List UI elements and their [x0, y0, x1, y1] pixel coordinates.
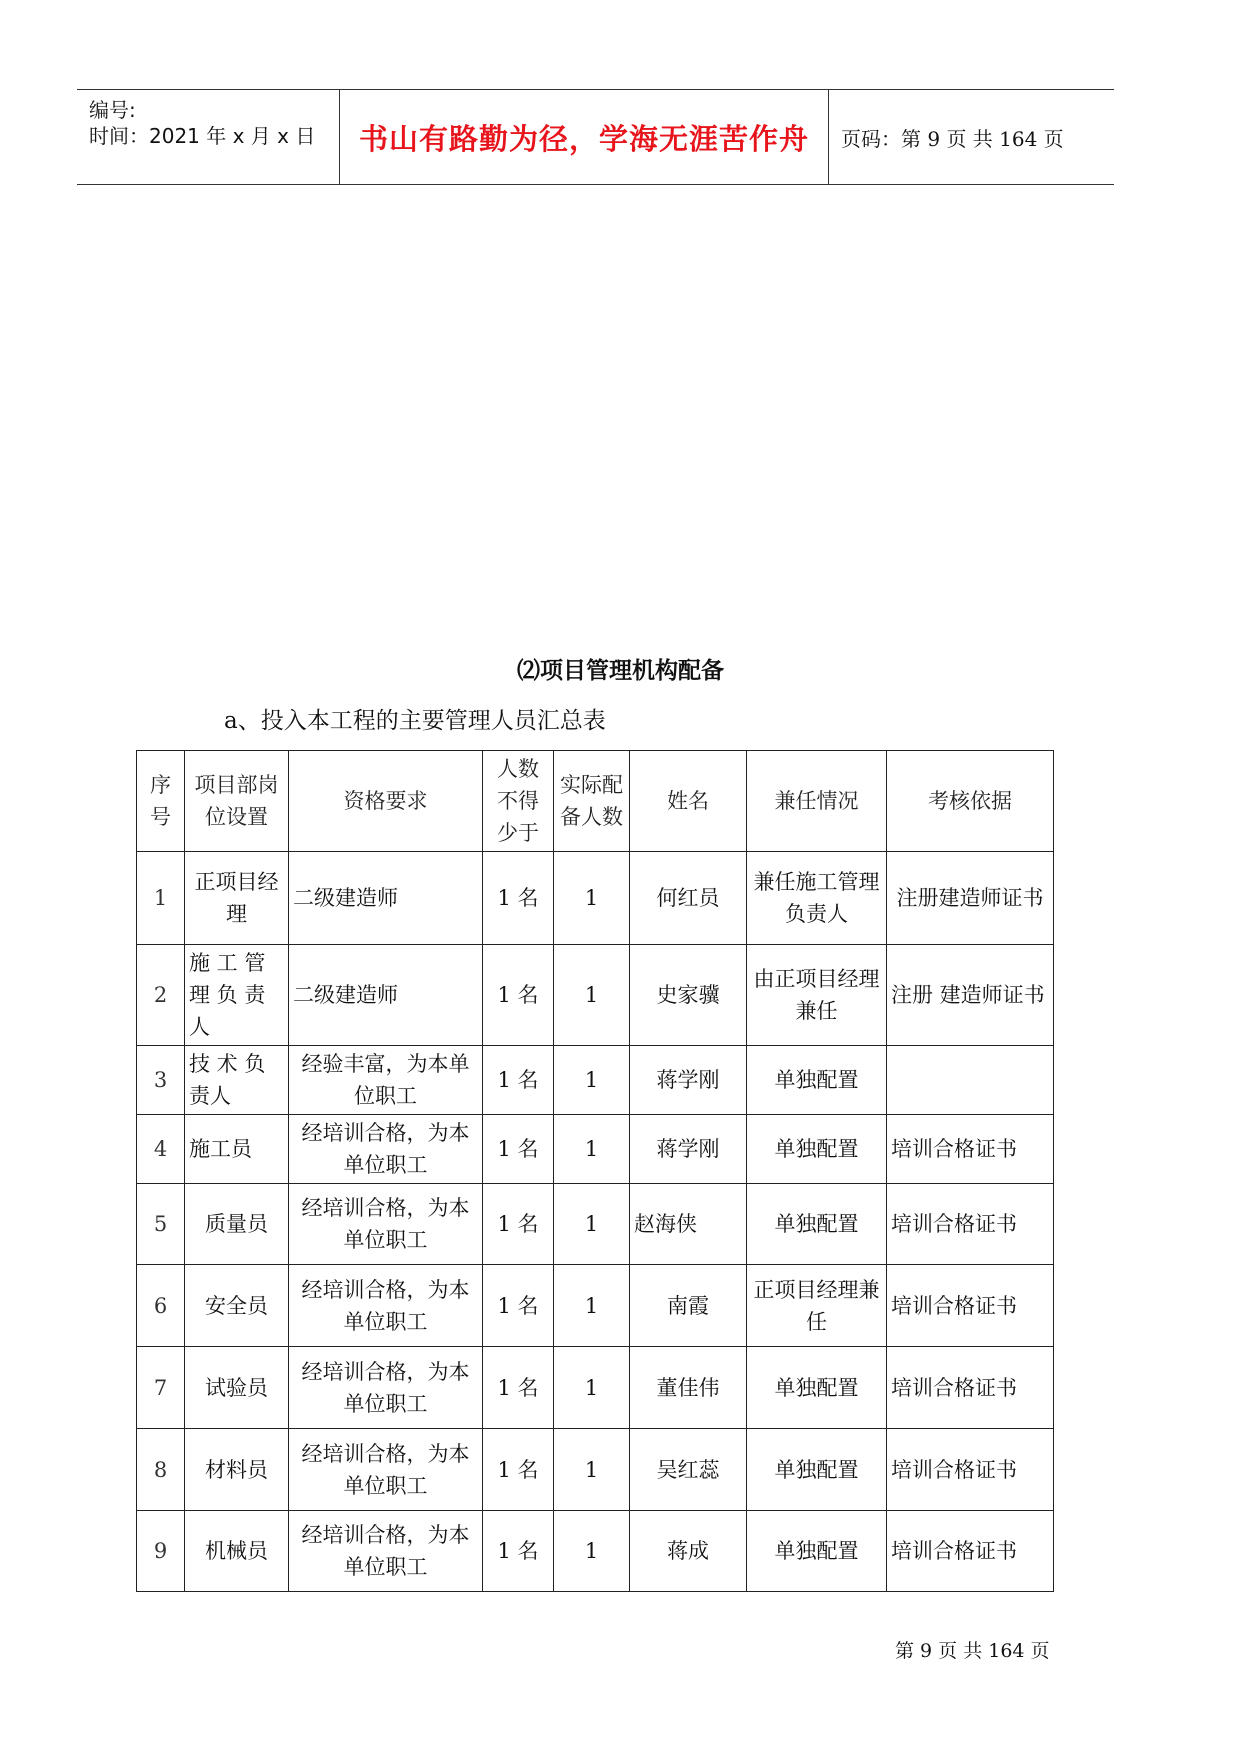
number-label: 编号:: [89, 98, 136, 122]
header-cell: 兼任情况: [747, 751, 887, 852]
cell-name: 何红员: [630, 852, 747, 945]
cell-qualification: 经培训合格，为本单位职工: [289, 1347, 483, 1429]
time-label: 时间：2021 年 x 月 x 日: [89, 124, 316, 148]
cell-position: 试验员: [185, 1347, 289, 1429]
cell-basis: [887, 1046, 1054, 1115]
table-row: [137, 1265, 1054, 1347]
table-row: [137, 852, 1054, 945]
cell-min-count: 1 名: [483, 1511, 554, 1592]
cell-index: 4: [137, 1115, 185, 1184]
motto: 书山有路勤为径，学海无涯苦作舟: [358, 121, 809, 156]
cell-index: 5: [137, 1184, 185, 1265]
cell-name: 蒋成: [630, 1511, 747, 1592]
cell-actual-count: 1: [554, 945, 630, 1046]
cell-qualification: 二级建造师: [289, 852, 483, 945]
cell-qualification: 经培训合格，为本单位职工: [289, 1265, 483, 1347]
cell-actual-count: 1: [554, 852, 630, 945]
cell-concurrent: 兼任施工管理负责人: [747, 852, 887, 945]
cell-position: 机械员: [185, 1511, 289, 1592]
cell-position: 施工员: [185, 1115, 289, 1184]
cell-position: 正项目经理: [185, 852, 289, 945]
cell-concurrent: 单独配置: [747, 1347, 887, 1429]
header-motto-cell: [340, 90, 829, 184]
cell-index: 1: [137, 852, 185, 945]
cell-min-count: 1 名: [483, 1046, 554, 1115]
cell-qualification: 经培训合格，为本单位职工: [289, 1115, 483, 1184]
header-cell: 实际配备人数: [554, 751, 630, 852]
header-cell: 序号: [137, 751, 185, 852]
header-cell: 项目部岗位设置: [185, 751, 289, 852]
header-meta: [77, 90, 340, 184]
cell-name: 史家骥: [630, 945, 747, 1046]
cell-basis: 注册 建造师证书: [887, 945, 1054, 1046]
cell-position: 质量员: [185, 1184, 289, 1265]
table-row: [137, 945, 1054, 1046]
header-cell: 考核依据: [887, 751, 1054, 852]
cell-min-count: 1 名: [483, 1265, 554, 1347]
cell-basis: 注册建造师证书: [887, 852, 1054, 945]
page-footer: 第 9 页 共 164 页: [895, 1640, 1050, 1662]
cell-index: 8: [137, 1429, 185, 1511]
cell-basis: 培训合格证书: [887, 1265, 1054, 1347]
table-row: [137, 1046, 1054, 1115]
cell-basis: 培训合格证书: [887, 1115, 1054, 1184]
cell-name: 赵海侠: [630, 1184, 747, 1265]
header-cell: 资格要求: [289, 751, 483, 852]
cell-position: 安全员: [185, 1265, 289, 1347]
cell-actual-count: 1: [554, 1184, 630, 1265]
table-row: [137, 1511, 1054, 1592]
cell-basis: 培训合格证书: [887, 1429, 1054, 1511]
cell-index: 2: [137, 945, 185, 1046]
cell-actual-count: 1: [554, 1511, 630, 1592]
cell-concurrent: 单独配置: [747, 1429, 887, 1511]
cell-position: 施 工 管 理 负 责 人: [185, 945, 289, 1046]
page-header: [77, 89, 1114, 185]
table-row: [137, 1184, 1054, 1265]
cell-qualification: 经验丰富，为本单位职工: [289, 1046, 483, 1115]
cell-basis: 培训合格证书: [887, 1347, 1054, 1429]
cell-name: 吴红蕊: [630, 1429, 747, 1511]
cell-position: 材料员: [185, 1429, 289, 1511]
cell-index: 3: [137, 1046, 185, 1115]
header-cell: 人数不得少于: [483, 751, 554, 852]
cell-position: 技 术 负 责人: [185, 1046, 289, 1115]
cell-index: 6: [137, 1265, 185, 1347]
cell-actual-count: 1: [554, 1265, 630, 1347]
cell-name: 蒋学刚: [630, 1115, 747, 1184]
cell-concurrent: 单独配置: [747, 1115, 887, 1184]
cell-actual-count: 1: [554, 1429, 630, 1511]
cell-basis: 培训合格证书: [887, 1184, 1054, 1265]
cell-actual-count: 1: [554, 1115, 630, 1184]
cell-min-count: 1 名: [483, 1429, 554, 1511]
page-info: 页码：第 9 页 共 164 页: [841, 126, 1064, 151]
cell-index: 9: [137, 1511, 185, 1592]
cell-concurrent: 单独配置: [747, 1046, 887, 1115]
cell-name: 董佳伟: [630, 1347, 747, 1429]
cell-qualification: 经培训合格，为本单位职工: [289, 1511, 483, 1592]
cell-min-count: 1 名: [483, 945, 554, 1046]
table-title: a、投入本工程的主要管理人员汇总表: [224, 708, 606, 734]
cell-qualification: 经培训合格，为本单位职工: [289, 1184, 483, 1265]
cell-concurrent: 单独配置: [747, 1511, 887, 1592]
cell-name: 南霞: [630, 1265, 747, 1347]
table-header-row: [137, 751, 1054, 852]
cell-qualification: 二级建造师: [289, 945, 483, 1046]
cell-min-count: 1 名: [483, 1347, 554, 1429]
cell-index: 7: [137, 1347, 185, 1429]
section-title: ⑵项目管理机构配备: [517, 658, 724, 684]
cell-min-count: 1 名: [483, 1115, 554, 1184]
header-page-info-cell: [829, 90, 1114, 184]
header-cell: 姓名: [630, 751, 747, 852]
cell-qualification: 经培训合格，为本单位职工: [289, 1429, 483, 1511]
cell-basis: 培训合格证书: [887, 1511, 1054, 1592]
cell-concurrent: 由正项目经理兼任: [747, 945, 887, 1046]
cell-actual-count: 1: [554, 1046, 630, 1115]
table-row: [137, 1347, 1054, 1429]
cell-concurrent: 正项目经理兼任: [747, 1265, 887, 1347]
cell-concurrent: 单独配置: [747, 1184, 887, 1265]
cell-min-count: 1 名: [483, 1184, 554, 1265]
cell-name: 蒋学刚: [630, 1046, 747, 1115]
cell-min-count: 1 名: [483, 852, 554, 945]
table-row: [137, 1115, 1054, 1184]
cell-actual-count: 1: [554, 1347, 630, 1429]
staff-summary-table: [136, 750, 1054, 1592]
table-row: [137, 1429, 1054, 1511]
